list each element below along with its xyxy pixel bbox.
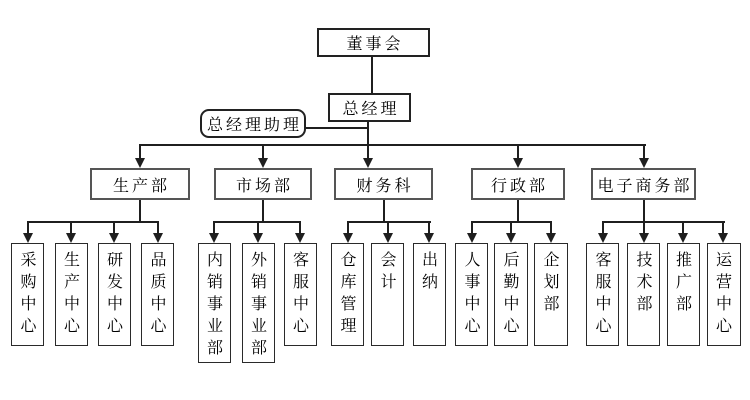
node-planning-dept: 企划部 [534,243,568,346]
connector-line [347,221,431,223]
arrow-down-icon [153,233,163,243]
arrow-down-icon [258,158,268,168]
arrow-down-icon [363,158,373,168]
node-dept-admin: 行政部 [471,168,565,200]
node-dept-ecommerce: 电子商务部 [591,168,696,200]
arrow-down-icon [467,233,477,243]
node-board: 董事会 [317,28,430,57]
arrow-down-icon [506,233,516,243]
node-promotion-dept: 推广部 [667,243,700,346]
node-production-center: 生产中心 [55,243,88,346]
node-quality-center: 品质中心 [141,243,174,346]
node-dept-finance: 财务科 [334,168,433,200]
arrow-down-icon [639,158,649,168]
arrow-down-icon [424,233,434,243]
node-warehouse-management: 仓库管理 [331,243,364,346]
arrow-down-icon [253,233,263,243]
connector-line [139,200,141,223]
arrow-down-icon [66,233,76,243]
node-dept-production: 生产部 [90,168,190,200]
arrow-down-icon [513,158,523,168]
connector-line [27,221,159,223]
connector-line [643,200,645,223]
connector-line [371,57,373,93]
arrow-down-icon [295,233,305,243]
node-domestic-sales-division: 内销事业部 [198,243,231,363]
connector-line [602,221,725,223]
node-hr-center: 人事中心 [455,243,488,346]
arrow-down-icon [23,233,33,243]
arrow-down-icon [209,233,219,243]
arrow-down-icon [546,233,556,243]
node-gm-assistant: 总经理助理 [200,109,306,138]
node-technology-dept: 技术部 [627,243,660,346]
arrow-down-icon [135,158,145,168]
node-ecom-customer-service-center: 客服中心 [586,243,619,346]
arrow-down-icon [109,233,119,243]
node-accounting: 会计 [371,243,404,346]
node-dept-marketing: 市场部 [214,168,312,200]
connector-line [517,200,519,223]
node-procurement-center: 采购中心 [11,243,44,346]
node-export-sales-division: 外销事业部 [242,243,275,363]
arrow-down-icon [718,233,728,243]
node-rd-center: 研发中心 [98,243,131,346]
arrow-down-icon [639,233,649,243]
node-general-manager: 总经理 [328,93,411,122]
connector-line [383,200,385,223]
arrow-down-icon [678,233,688,243]
node-logistics-center: 后勤中心 [494,243,528,346]
node-operations-center: 运营中心 [707,243,741,346]
arrow-down-icon [383,233,393,243]
connector-line [262,200,264,223]
arrow-down-icon [598,233,608,243]
arrow-down-icon [343,233,353,243]
connector-line [139,144,646,146]
connector-line [306,127,369,129]
node-customer-service-center: 客服中心 [284,243,317,346]
node-cashier: 出纳 [413,243,446,346]
